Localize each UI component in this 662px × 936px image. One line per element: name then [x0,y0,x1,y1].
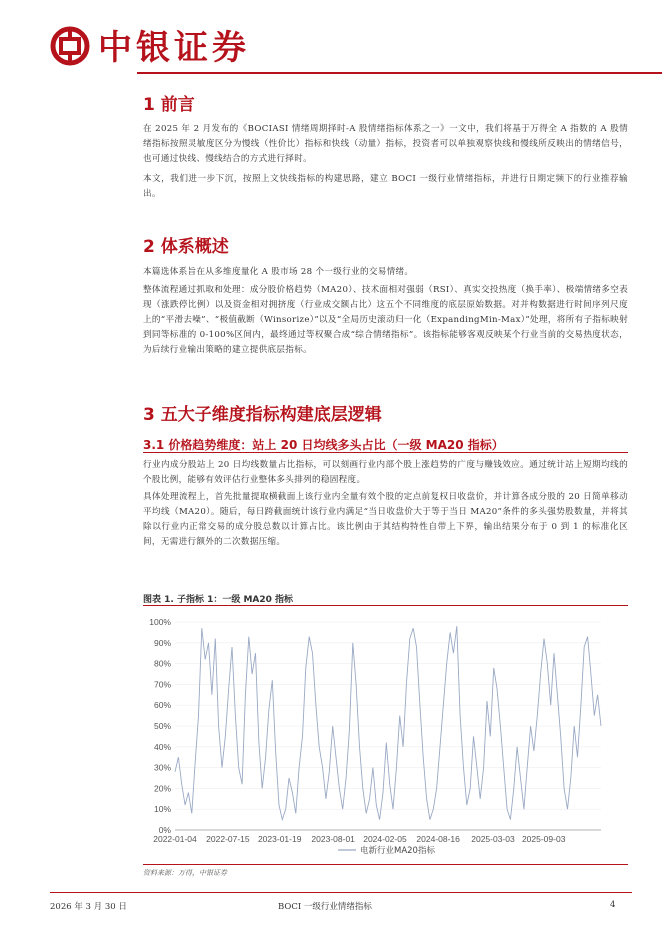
figure-divider [143,605,628,606]
section-2-paragraph-2: 整体流程通过抓取和处理：成分股价格趋势（MA20）、技术面相对强弱（RSI）、真实交投热度（换手率）、极端情绪多空表现（涨跌停比例）以及资金相对拥挤度（行业成交额占比）这五个不同维度的底层原始数据。对并构数据进行时间序列尺度上的“平滑去噪”、“极值截断（Winsorize）”以及“全局历史滚动归一化（ExpandingMin-Max）”处理，将所有子指标映射到同等标准的 0-100%区间内，最终通过等权聚合成“综合情绪指标”。该指标能够客观反映某个行业当前的交易热度状态，为后续行业输出策略的建立提供底层指标。 [143,285,628,355]
page-header [0,0,662,80]
x-tick-label: 2025-03-03 [471,834,515,844]
y-tick-label: 70% [153,679,171,690]
section-2-title: 2 体系概述 [143,237,229,257]
brand-name: 中银证券 [98,28,250,68]
x-tick-label: 2025-09-03 [521,834,566,844]
figure-bottom-divider [143,864,628,865]
x-tick-label: 2022-07-15 [206,834,250,844]
x-tick-label: 2024-02-05 [363,834,407,844]
x-tick-label: 2023-01-19 [257,834,302,844]
y-tick-label: 10% [153,804,171,815]
y-tick-label: 80% [153,658,171,669]
boc-logo-icon [50,26,90,66]
figure-source: 资料来源：万得，中银证券 [143,869,227,877]
subsection-3-1-title: 3.1 价格趋势维度：站上 20 日均线多头占比（一级 MA20 指标） [143,438,504,452]
footer-page-number: 4 [610,900,616,910]
ma20-line-chart [143,608,628,863]
legend-label: 电新行业MA20指标 [360,846,435,856]
section-3-title: 3 五大子维度指标构建底层逻辑 [143,405,382,425]
x-tick-label: 2024-08-16 [416,834,460,844]
series-line [175,626,601,819]
section-1-paragraph-1: 在 2025 年 2 月发布的《BOCIASI 情绪周期择时-A 股情绪指标体系之一》一文中，我们将基于万得全 A 指数的 A 股情绪指标按照灵敏度区分为慢线（性价比）指标和快线（动量）指标，投资者可以单独观察快线和慢线所反映出的情绪信号，也可通过快线、慢线结合的方式进行择时。 [143,124,628,164]
y-tick-label: 20% [153,783,171,794]
y-tick-label: 30% [153,762,171,773]
y-tick-label: 0% [158,825,171,835]
section-1-title: 1 前言 [143,95,195,115]
subsection-3-1-paragraph-2: 具体处理流程上，首先批量提取横截面上该行业内全量有效个股的定点前复权日收盘价，并计算各成分股的 20 日简单移动平均线（MA20）。随后，每日跨截面统计该行业内满足“当日收盘价大于等于当日 MA20”条件的多头强势股数量，并将其除以行业内正常交易的成分股总数以计算占比。该比例由于其结构特性自带上下界，输出结果分布于 0 到 1 的标准化区间，无需进行额外的二次数据压缩。 [143,492,628,547]
x-tick-label: 2022-01-04 [153,834,197,844]
y-tick-label: 40% [153,741,171,752]
subsection-divider [143,452,628,453]
x-tick-label: 2023-08-01 [311,834,355,844]
footer-date: 2026 年 3 月 30 日 [50,902,127,912]
footer-title: BOCI 一级行业情绪指标 [278,902,372,912]
y-tick-label: 60% [153,700,171,711]
section-1-paragraph-2: 本文，我们进一步下沉，按照上文快线指标的构建思路，建立 BOCI 一级行业情绪指标，并进行日期定频下的行业推荐输出。 [143,174,628,199]
y-tick-label: 100% [149,617,171,627]
subsection-3-1-paragraph-1: 行业内成分股站上 20 日均线数量占比指标，可以刻画行业内部个股上涨趋势的广度与赚钱效应。通过统计站上短期均线的个股比例，能够有效评估行业整体多头排列的稳固程度。 [143,460,628,485]
figure-title: 图表 1. 子指标 1：一级 MA20 指标 [143,595,294,605]
header-divider [137,72,662,74]
section-2-paragraph-1: 本篇选体系旨在从多维度量化 A 股市场 28 个一级行业的交易情绪。 [143,267,414,277]
y-tick-label: 90% [153,637,171,648]
footer-divider [50,892,632,893]
y-tick-label: 50% [153,721,171,731]
